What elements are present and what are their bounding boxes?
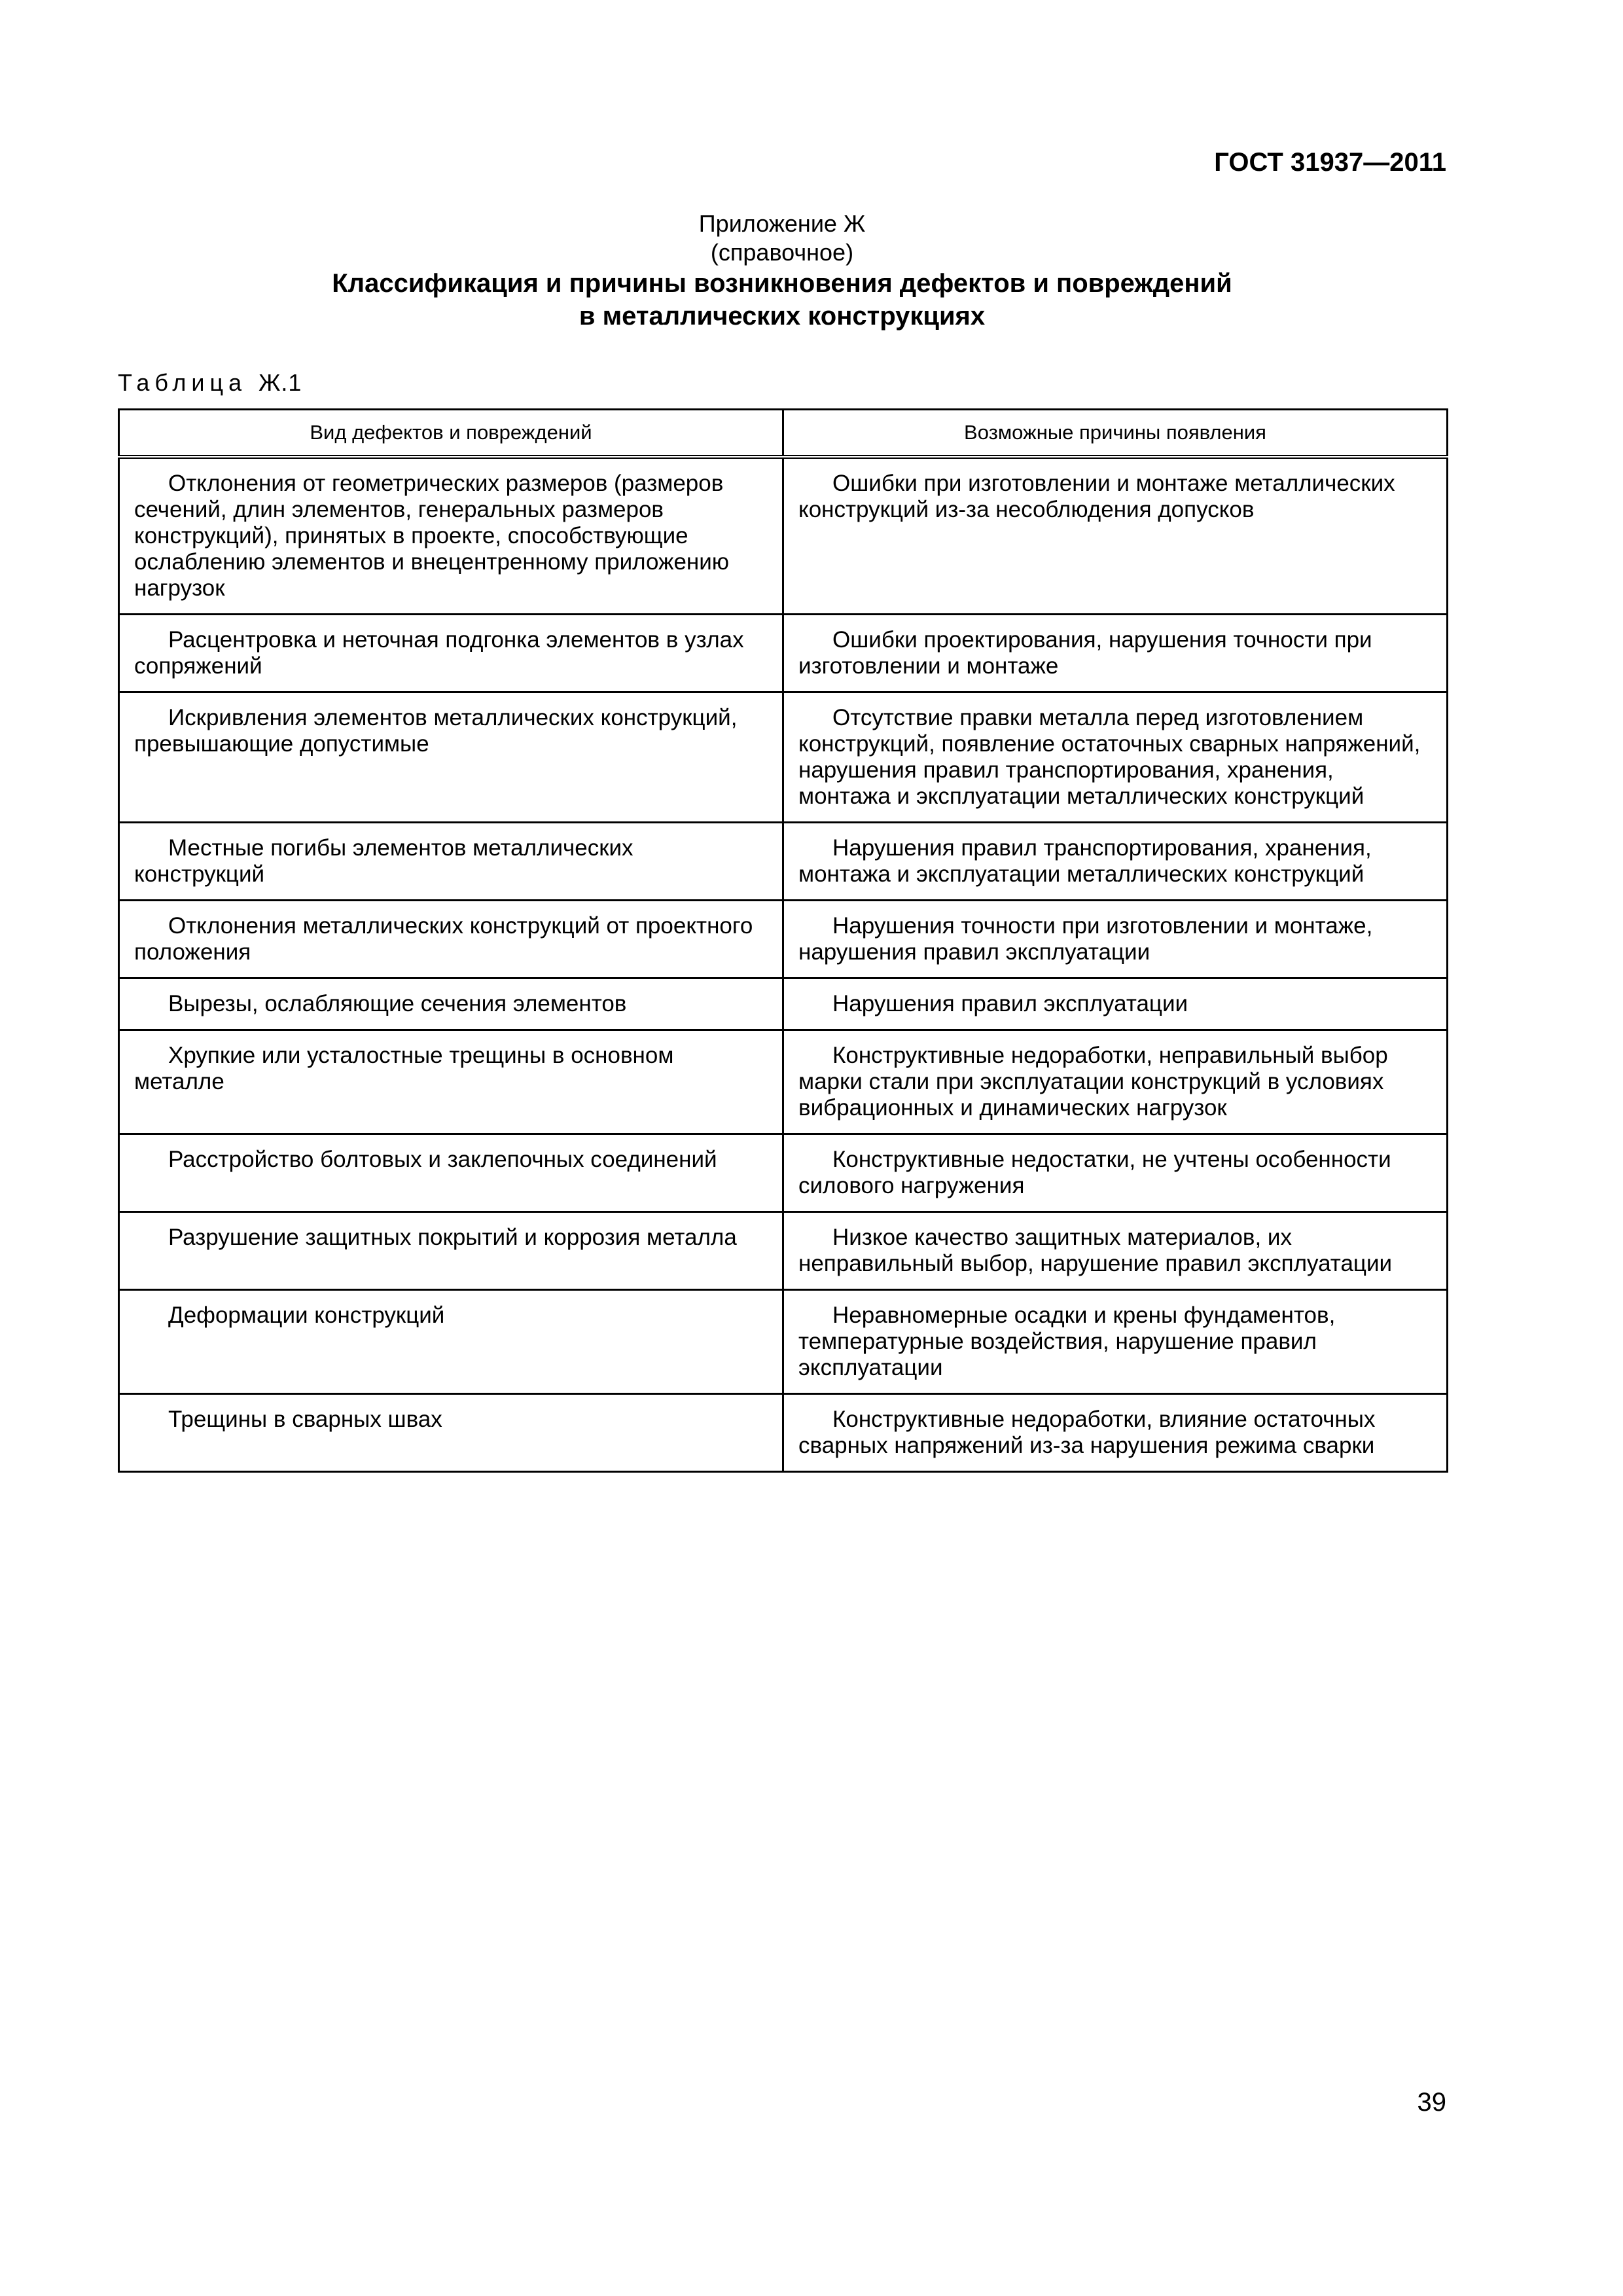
cause-cell: Нарушения правил транспортирования, хранения, монтажа и эксплуатации металлических конструкций [783,823,1448,901]
table-caption-number: Ж.1 [259,369,302,396]
table-row [119,615,1448,692]
defect-cell: Отклонения от геометрических размеров (размеров сечений, длин элементов, генеральных размеров конструкций), принятых в проекте, способствующие ослаблению элементов и внецентренному приложению нагрузок [119,457,783,615]
cause-cell: Низкое качество защитных материалов, их неправильный выбор, нарушение правил эксплуатации [783,1212,1448,1290]
cause-cell: Нарушения правил эксплуатации [783,978,1448,1030]
defect-cell: Искривления элементов металлических конструкций, превышающие допустимые [119,692,783,823]
defect-cell: Трещины в сварных швах [119,1394,783,1472]
defect-cell: Местные погибы элементов металлических конструкций [119,823,783,901]
cause-cell: Конструктивные недостатки, не учтены особенности силового нагружения [783,1134,1448,1212]
cause-cell: Нарушения точности при изготовлении и монтаже, нарушения правил эксплуатации [783,901,1448,978]
column-header-cause: Возможные причины появления [783,410,1448,457]
cause-cell: Конструктивные недоработки, влияние остаточных сварных напряжений из-за нарушения режима сварки [783,1394,1448,1472]
table-row [119,1394,1448,1472]
defect-cell: Отклонения металлических конструкций от проектного положения [119,901,783,978]
table-row [119,692,1448,823]
table-caption-word: Таблица [118,369,247,396]
appendix-title-line-1: Классификация и причины возникновения дефектов и повреждений [332,269,1232,298]
table-row [119,1212,1448,1290]
cause-cell: Ошибки проектирования, нарушения точности при изготовлении и монтаже [783,615,1448,692]
column-header-defect: Вид дефектов и повреждений [119,410,783,457]
defect-cell: Разрушение защитных покрытий и коррозия металла [119,1212,783,1290]
page-number: 39 [1417,2088,1446,2117]
table-row [119,901,1448,978]
cause-cell: Неравномерные осадки и крены фундаментов, температурные воздействия, нарушение правил эксплуатации [783,1290,1448,1394]
table-row [119,457,1448,615]
table-body [119,457,1448,1472]
table-row [119,1290,1448,1394]
table-row [119,978,1448,1030]
appendix-kind: (справочное) [710,239,854,266]
table-caption [118,369,302,397]
defect-cell: Вырезы, ослабляющие сечения элементов [119,978,783,1030]
table-row [119,823,1448,901]
defect-cell: Расстройство болтовых и заклепочных соединений [119,1134,783,1212]
appendix-title-line-2: в металлических конструкциях [579,302,986,331]
defect-cell: Деформации конструкций [119,1290,783,1394]
standard-number: ГОСТ 31937—2011 [1214,148,1446,177]
appendix-heading [118,209,1446,332]
table-header-row [119,410,1448,457]
cause-cell: Ошибки при изготовлении и монтаже металлических конструкций из-за несоблюдения допусков [783,457,1448,615]
table-row [119,1134,1448,1212]
defect-cell: Расцентровка и неточная подгонка элементов в узлах сопряжений [119,615,783,692]
appendix-label: Приложение Ж [698,210,866,237]
defects-table [118,408,1448,1473]
cause-cell: Конструктивные недоработки, неправильный выбор марки стали при эксплуатации конструкций в условиях вибрационных и динамических нагрузок [783,1030,1448,1134]
table-row [119,1030,1448,1134]
defect-cell: Хрупкие или усталостные трещины в основном металле [119,1030,783,1134]
cause-cell: Отсутствие правки металла перед изготовлением конструкций, появление остаточных сварных напряжений, нарушения правил транспортирования, хранения, монтажа и эксплуатации металлических конструкций [783,692,1448,823]
